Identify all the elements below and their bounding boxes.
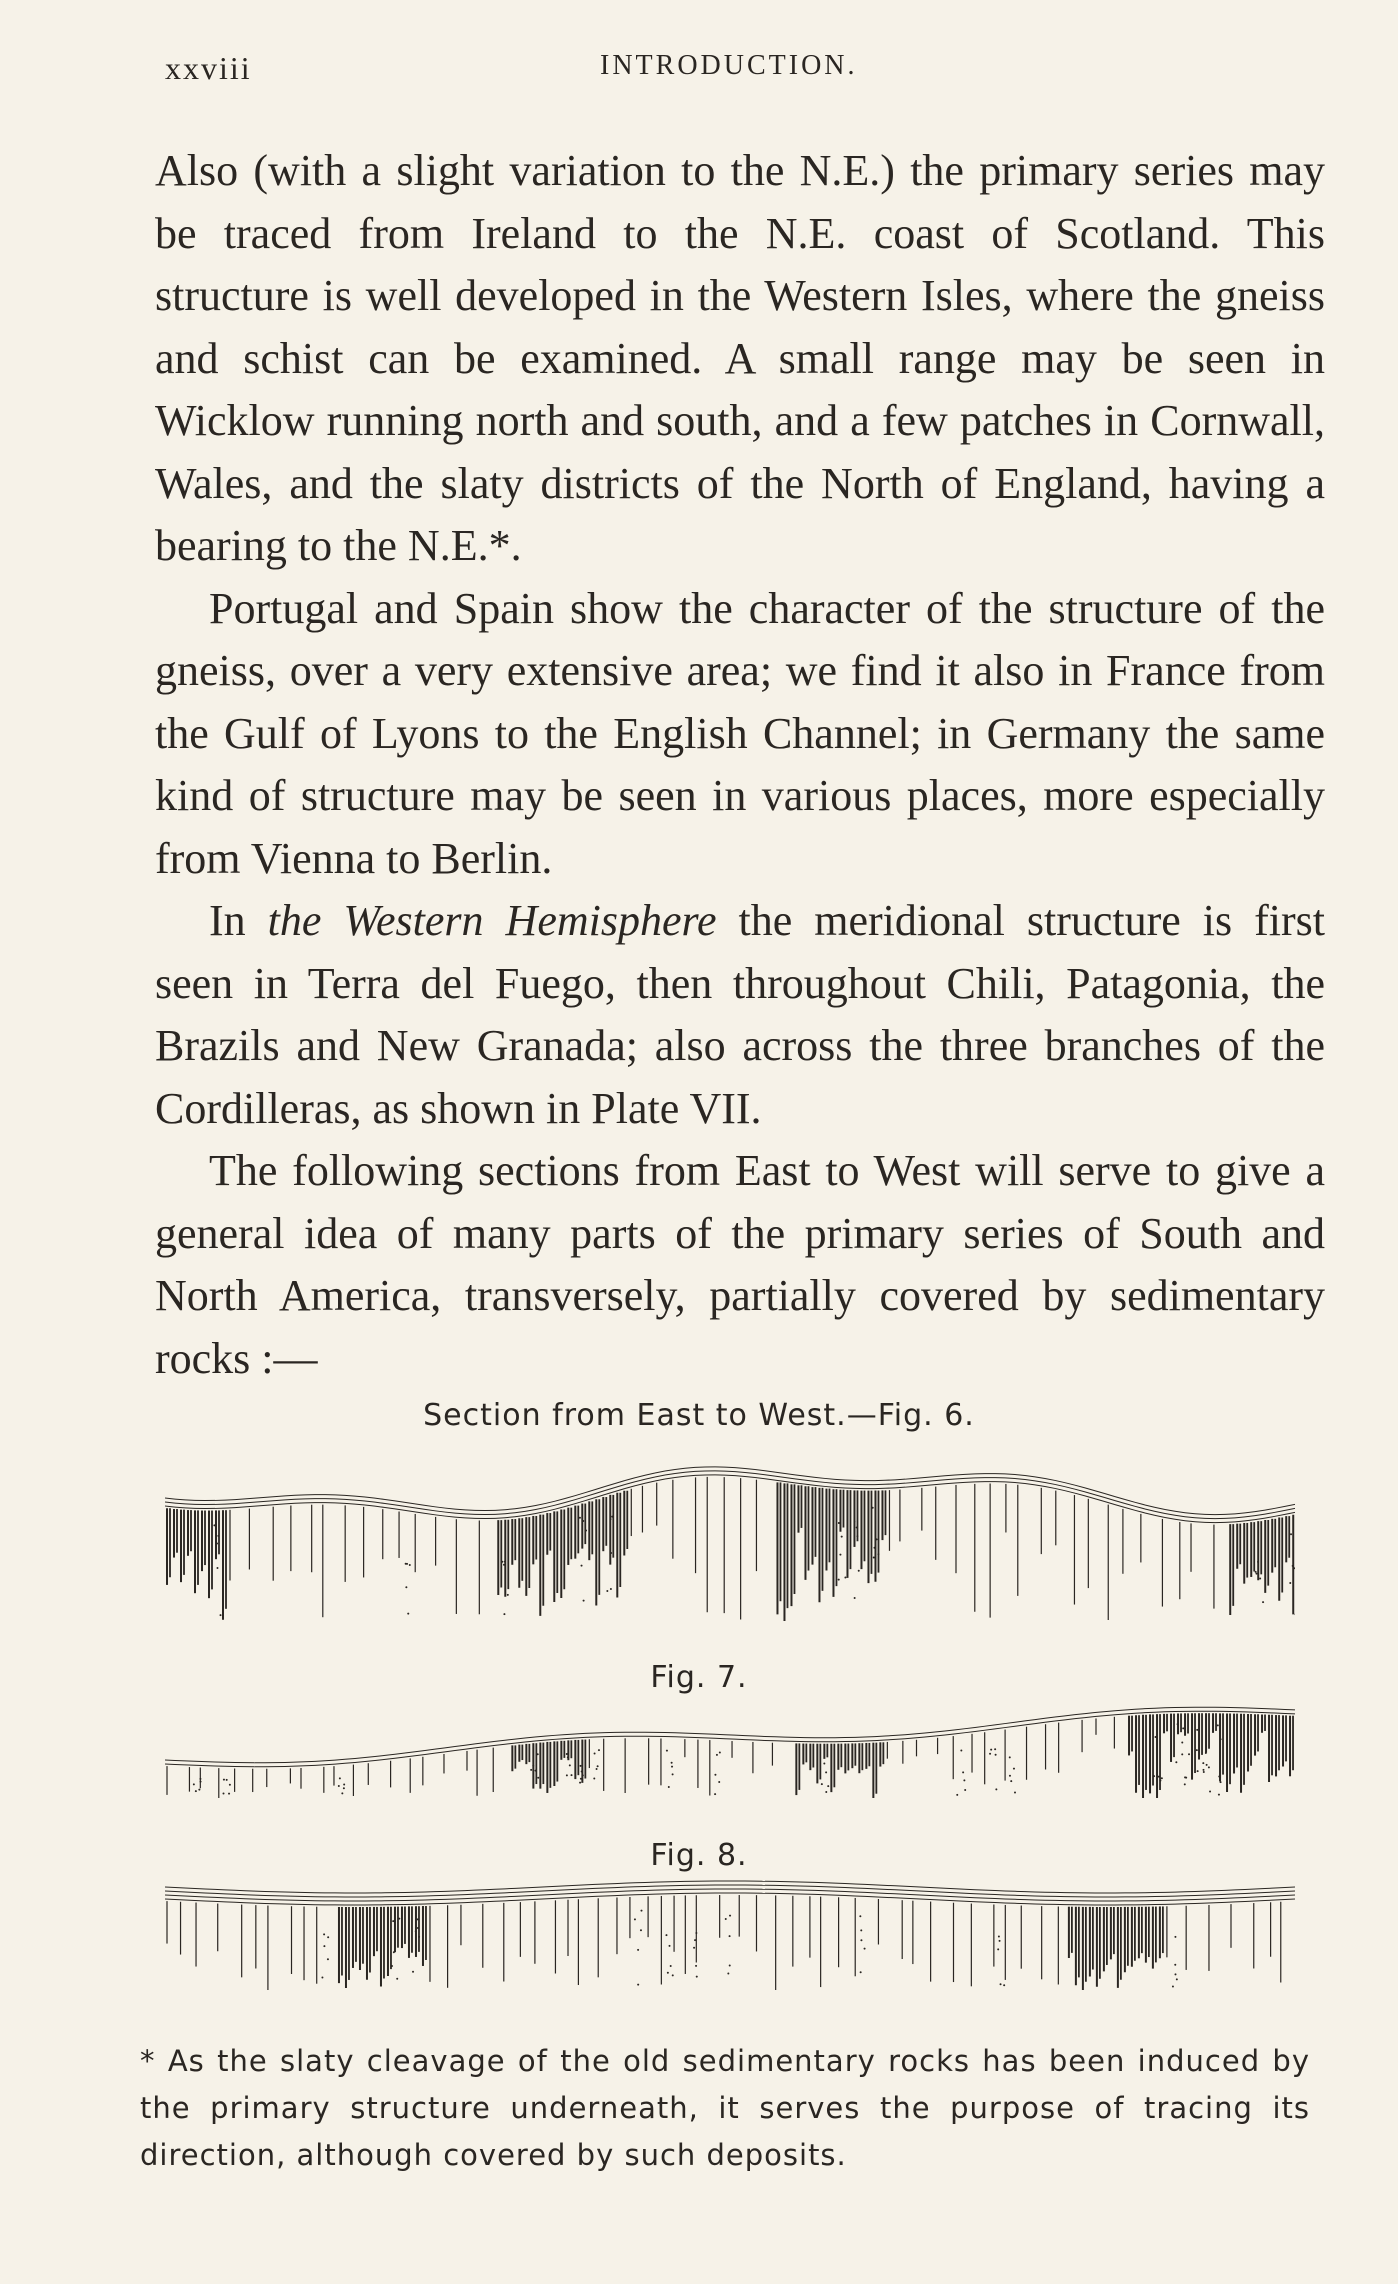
figure-7-caption: Fig. 7. [650,1660,748,1695]
body-text [155,140,1325,1390]
figure-7-geological-section [165,1690,1295,1800]
paragraph-primary-series: Also (with a slight variation to the N.E.) the primary series may be traced from Ireland to the N.E. coast of Scotland. This structure is well developed in the Western Isles, where the gneiss and schist can be examined. A small range may be seen in Wicklow running north and south, and a few patches in Cornwall, Wales, and the slaty districts of the North of England, having a bearing to the N.E.*. [155,146,1325,570]
running-head: INTRODUCTION. [600,50,858,81]
paragraph-western-hemisphere-start: In [209,896,268,945]
paragraph-western-hemisphere-rest: the meridional structure is first seen in Terra del Fuego, then throughout Chili, Patagonia, the Brazils and New Granada; also across the three branches of the Cordilleras, as shown in Plate VII. [155,896,1325,1133]
western-hemisphere-italic: the Western Hemisphere [267,896,717,945]
paragraph-portugal-spain: Portugal and Spain show the character of the structure of the gneiss, over a very extensive area; we find it also in France from the Gulf of Lyons to the English Channel; in Germany the same kind of structure may be seen in various places, more especially from Vienna to Berlin. [155,583,1325,883]
page-header [165,50,1325,90]
figure-8-geological-section [165,1862,1295,1992]
footnote: * As the slaty cleavage of the old sedimentary rocks has been induced by the primary structure underneath, it serves the purpose of tracing its direction, although covered by such deposits. [140,2044,1310,2172]
figure-6-geological-section [165,1448,1295,1623]
paragraph-western-hemisphere [155,890,1325,1140]
page-number: xxviii [165,50,252,86]
figure-8-caption: Fig. 8. [650,1838,748,1873]
figure-6-caption: Section from East to West.—Fig. 6. [423,1398,975,1433]
paragraph-following-sections: The following sections from East to West will serve to give a general idea of many parts of the primary series of South and North America, transversely, partially covered by sedimentary rocks :— [155,1146,1325,1383]
